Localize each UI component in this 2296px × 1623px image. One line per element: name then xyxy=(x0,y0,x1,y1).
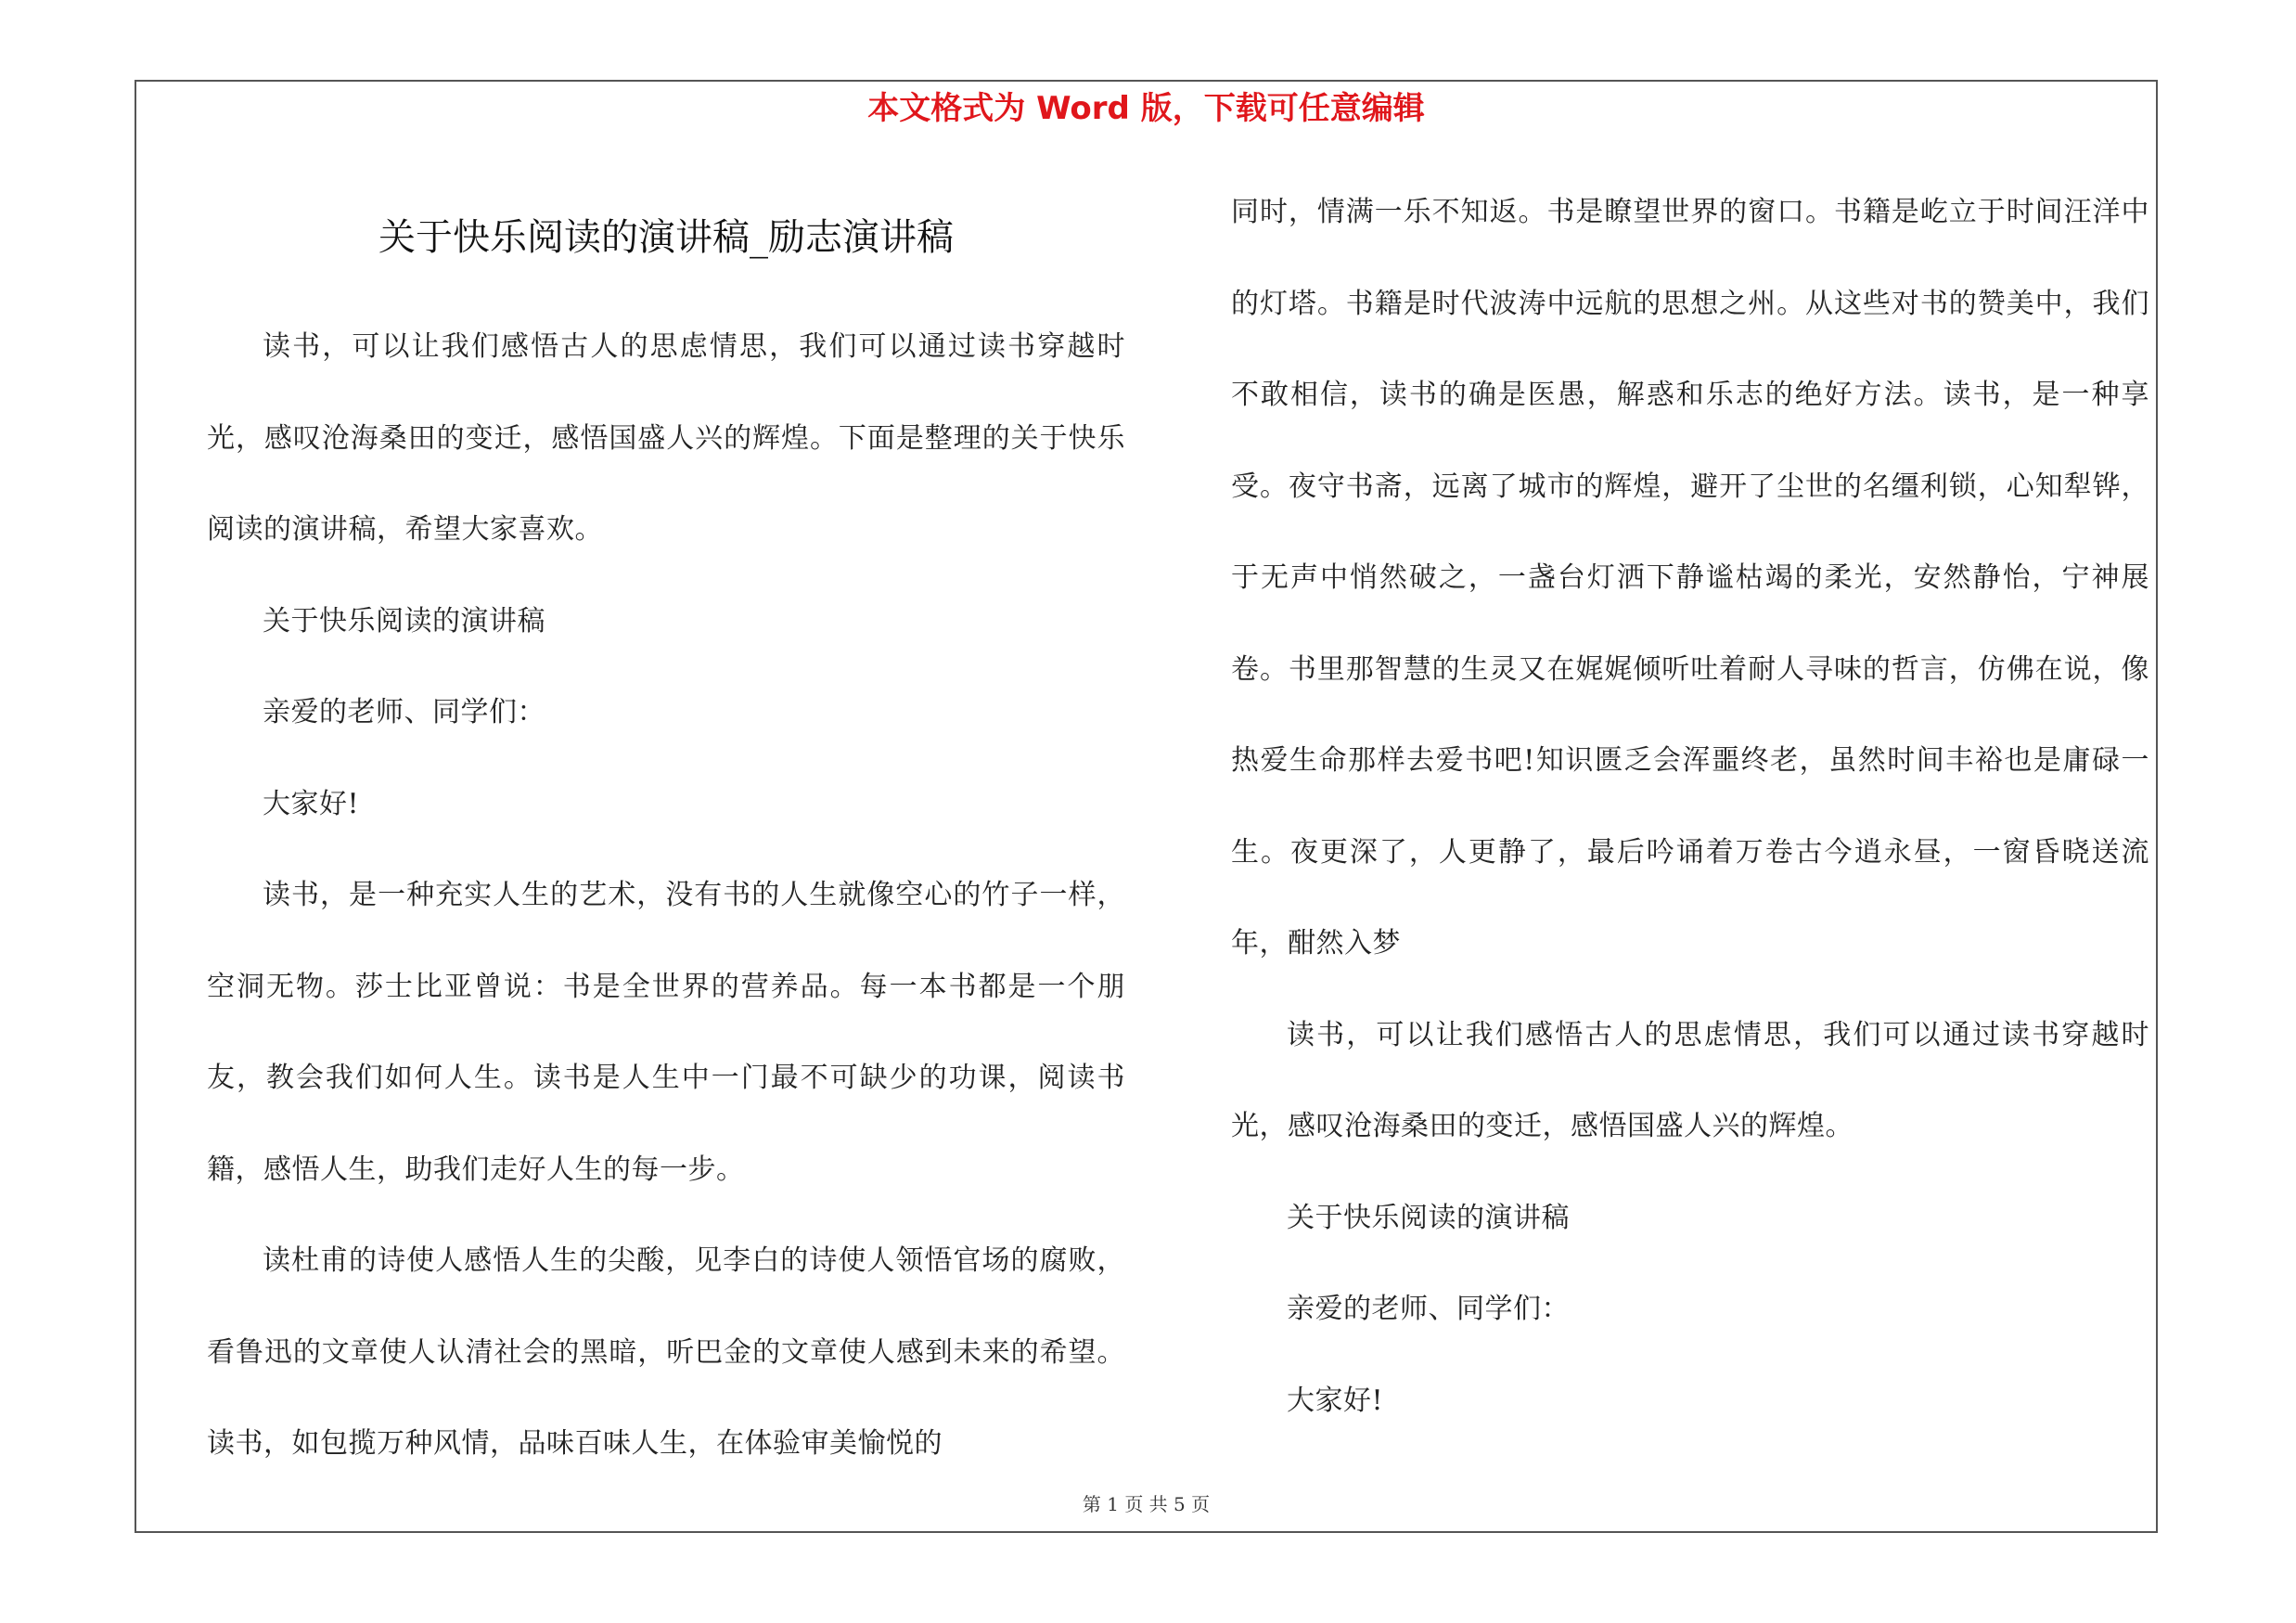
intro-paragraph: 读书，可以让我们感悟古人的思虑情思，我们可以通过读书穿越时光，感叹沧海桑田的变迁，感悟国盛人兴的辉煌。下面是整理的关于快乐阅读的演讲稿，希望大家喜欢。 xyxy=(207,330,1125,546)
document-title: 关于快乐阅读的演讲稿_励志演讲稿 xyxy=(378,216,954,259)
editable-notice-banner: 本文格式为 Word 版，下载可任意编辑 xyxy=(867,90,1425,127)
speech-heading: 关于快乐阅读的演讲稿 xyxy=(1287,1201,1570,1234)
left-column xyxy=(207,302,1125,1490)
body-paragraph-continued: 同时，情满一乐不知返。书是瞭望世界的窗口。书籍是屹立于时间汪洋中的灯塔。书籍是时代波涛中远航的思想之州。从这些对书的赞美中，我们不敢相信，读书的确是医愚，解惑和乐志的绝好方法。读书，是一种享受。夜守书斋，远离了城市的辉煌，避开了尘世的名缰利锁，心知犁铧，于无声中悄然破之，一盏台灯洒下静谧枯竭的柔光，安然静怡，宁神展卷。书里那智慧的生灵又在娓娓倾听吐着耐人寻味的哲言，仿佛在说，像热爱生命那样去爱书吧!知识匮乏会浑噩终老，虽然时间丰裕也是庸碌一生。夜更深了，人更静了，最后吟诵着万卷古今逍永昼，一窗昏晓送流年，酣然入梦 xyxy=(1231,196,2149,960)
right-column xyxy=(1231,167,2149,1447)
page-number-footer: 第 1 页 共 5 页 xyxy=(1082,1493,1211,1515)
greeting: 大家好! xyxy=(263,787,360,820)
greeting: 大家好! xyxy=(1287,1384,1384,1417)
salutation: 亲爱的老师、同学们： xyxy=(263,696,545,728)
body-paragraph: 读书，是一种充实人生的艺术，没有书的人生就像空心的竹子一样，空洞无物。莎士比亚曾说：书是全世界的营养品。每一本书都是一个朋友，教会我们如何人生。读书是人生中一门最不可缺少的功课，阅读书籍，感悟人生，助我们走好人生的每一步。 xyxy=(207,879,1125,1186)
body-paragraph: 读杜甫的诗使人感悟人生的尖酸，见李白的诗使人领悟官场的腐败，看鲁迅的文章使人认清社会的黑暗，听巴金的文章使人感到未来的希望。读书，如包揽万种风情，品味百味人生，在体验审美愉悦的 xyxy=(207,1244,1125,1460)
speech-heading: 关于快乐阅读的演讲稿 xyxy=(263,604,545,638)
summary-paragraph: 读书，可以让我们感悟古人的思虑情思，我们可以通过读书穿越时光，感叹沧海桑田的变迁，感悟国盛人兴的辉煌。 xyxy=(1231,1018,2149,1142)
salutation: 亲爱的老师、同学们： xyxy=(1287,1293,1570,1325)
